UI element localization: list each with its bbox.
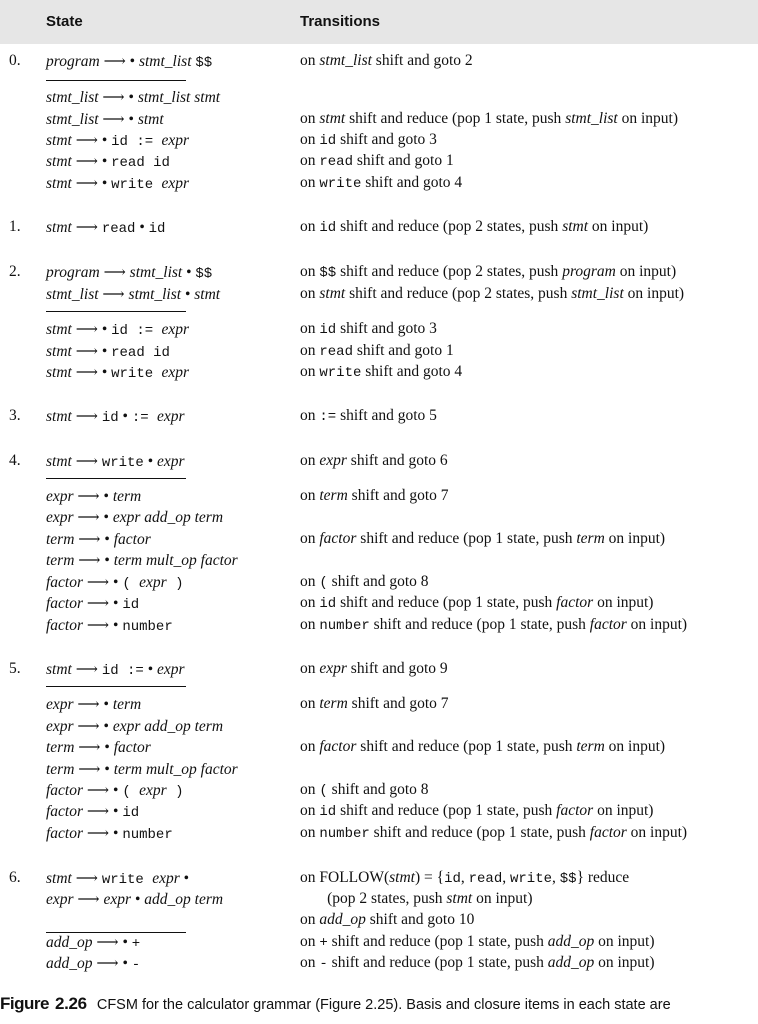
transition: on := shift and goto 5 — [300, 407, 437, 425]
lr-item: expr ⟶ • expr add_op term — [46, 509, 224, 526]
table-header — [0, 0, 758, 44]
lr-item: factor ⟶ • id — [46, 803, 140, 821]
state-column-header: State — [46, 13, 83, 30]
lr-item: factor ⟶ • ( expr ) — [46, 574, 184, 592]
lr-item: stmt_list ⟶ stmt_list • stmt — [46, 286, 221, 303]
transition: on factor shift and reduce (pop 1 state, push term on input) — [300, 738, 666, 755]
transition: on read shift and goto 1 — [300, 342, 454, 360]
basis-closure-divider — [46, 478, 186, 479]
transition: on expr shift and goto 6 — [300, 452, 448, 469]
state-number: 5. — [9, 660, 21, 677]
lr-item: factor ⟶ • id — [46, 595, 140, 613]
transition: on write shift and goto 4 — [300, 363, 463, 381]
transition: on stmt shift and reduce (pop 1 state, push stmt_list on input) — [300, 110, 679, 127]
lr-item: stmt ⟶ • id := expr — [46, 132, 190, 150]
caption-text: CFSM for the calculator grammar (Figure 2.25). Basis and closure items in each state are — [96, 997, 671, 1013]
lr-item: stmt ⟶ id • := expr — [46, 408, 185, 426]
lr-item: stmt ⟶ • id := expr — [46, 321, 190, 339]
lr-item: factor ⟶ • ( expr ) — [46, 782, 184, 800]
transition: on id shift and reduce (pop 1 state, push factor on input) — [300, 802, 654, 820]
transition: on term shift and goto 7 — [300, 487, 449, 504]
transition: on stmt_list shift and goto 2 — [300, 52, 473, 69]
lr-item: stmt ⟶ write expr • — [46, 870, 190, 888]
state-number: 6. — [9, 869, 21, 886]
figure-caption — [0, 994, 758, 1014]
lr-item: stmt ⟶ read • id — [46, 219, 166, 237]
transition: on ( shift and goto 8 — [300, 573, 429, 591]
basis-closure-divider — [46, 686, 186, 687]
transition: on id shift and goto 3 — [300, 131, 437, 149]
transition: on id shift and reduce (pop 1 state, push factor on input) — [300, 594, 654, 612]
basis-closure-divider — [46, 80, 186, 81]
lr-item: program ⟶ • stmt_list $$ — [46, 53, 213, 71]
lr-item: program ⟶ stmt_list • $$ — [46, 264, 213, 282]
caption-number: 2.26 — [54, 994, 87, 1013]
transition: on ( shift and goto 8 — [300, 781, 429, 799]
basis-closure-divider — [46, 311, 186, 312]
lr-item: stmt ⟶ write • expr — [46, 453, 185, 471]
lr-item: add_op ⟶ • - — [46, 955, 141, 973]
lr-item: stmt_list ⟶ • stmt — [46, 111, 164, 128]
state-number: 2. — [9, 263, 21, 280]
lr-item: stmt ⟶ • write expr — [46, 364, 190, 382]
lr-item: term ⟶ • factor — [46, 531, 151, 548]
state-number: 4. — [9, 452, 21, 469]
transition: on write shift and goto 4 — [300, 174, 463, 192]
lr-item: stmt ⟶ • read id — [46, 153, 170, 171]
lr-item: term ⟶ • factor — [46, 739, 151, 756]
lr-item: stmt ⟶ • read id — [46, 343, 170, 361]
transition: on add_op shift and goto 10 — [300, 911, 475, 928]
lr-item: expr ⟶ • term — [46, 488, 142, 505]
state-number: 3. — [9, 407, 21, 424]
lr-item: add_op ⟶ • + — [46, 934, 141, 952]
lr-item: stmt ⟶ • write expr — [46, 175, 190, 193]
transition: on id shift and goto 3 — [300, 320, 437, 338]
lr-item: stmt ⟶ id := • expr — [46, 661, 185, 679]
transition: on number shift and reduce (pop 1 state, push factor on input) — [300, 824, 688, 842]
lr-item: stmt_list ⟶ • stmt_list stmt — [46, 89, 221, 106]
transition: on FOLLOW(stmt) = {id, read, write, $$} reduce — [300, 869, 630, 887]
transition: on + shift and reduce (pop 1 state, push add_op on input) — [300, 933, 655, 951]
transition: on $$ shift and reduce (pop 2 states, push program on input) — [300, 263, 677, 281]
lr-item: factor ⟶ • number — [46, 617, 173, 635]
transition: on - shift and reduce (pop 1 state, push add_op on input) — [300, 954, 655, 972]
caption-label: Figure — [0, 994, 49, 1013]
transition: on term shift and goto 7 — [300, 695, 449, 712]
lr-item: expr ⟶ • expr add_op term — [46, 718, 224, 735]
transition: on number shift and reduce (pop 1 state, push factor on input) — [300, 616, 688, 634]
transition: on read shift and goto 1 — [300, 152, 454, 170]
basis-closure-divider — [46, 932, 186, 933]
transition: (pop 2 states, push stmt on input) — [300, 890, 533, 907]
lr-item: expr ⟶ • term — [46, 696, 142, 713]
transition: on stmt shift and reduce (pop 2 states, push stmt_list on input) — [300, 285, 685, 302]
transition: on factor shift and reduce (pop 1 state, push term on input) — [300, 530, 666, 547]
transitions-column-header: Transitions — [300, 13, 381, 30]
lr-item: term ⟶ • term mult_op factor — [46, 761, 238, 778]
lr-item: term ⟶ • term mult_op factor — [46, 552, 238, 569]
state-number: 0. — [9, 52, 21, 69]
transition: on id shift and reduce (pop 2 states, push stmt on input) — [300, 218, 649, 236]
state-number: 1. — [9, 218, 21, 235]
lr-item: expr ⟶ expr • add_op term — [46, 891, 224, 908]
transition: on expr shift and goto 9 — [300, 660, 448, 677]
lr-item: factor ⟶ • number — [46, 825, 173, 843]
